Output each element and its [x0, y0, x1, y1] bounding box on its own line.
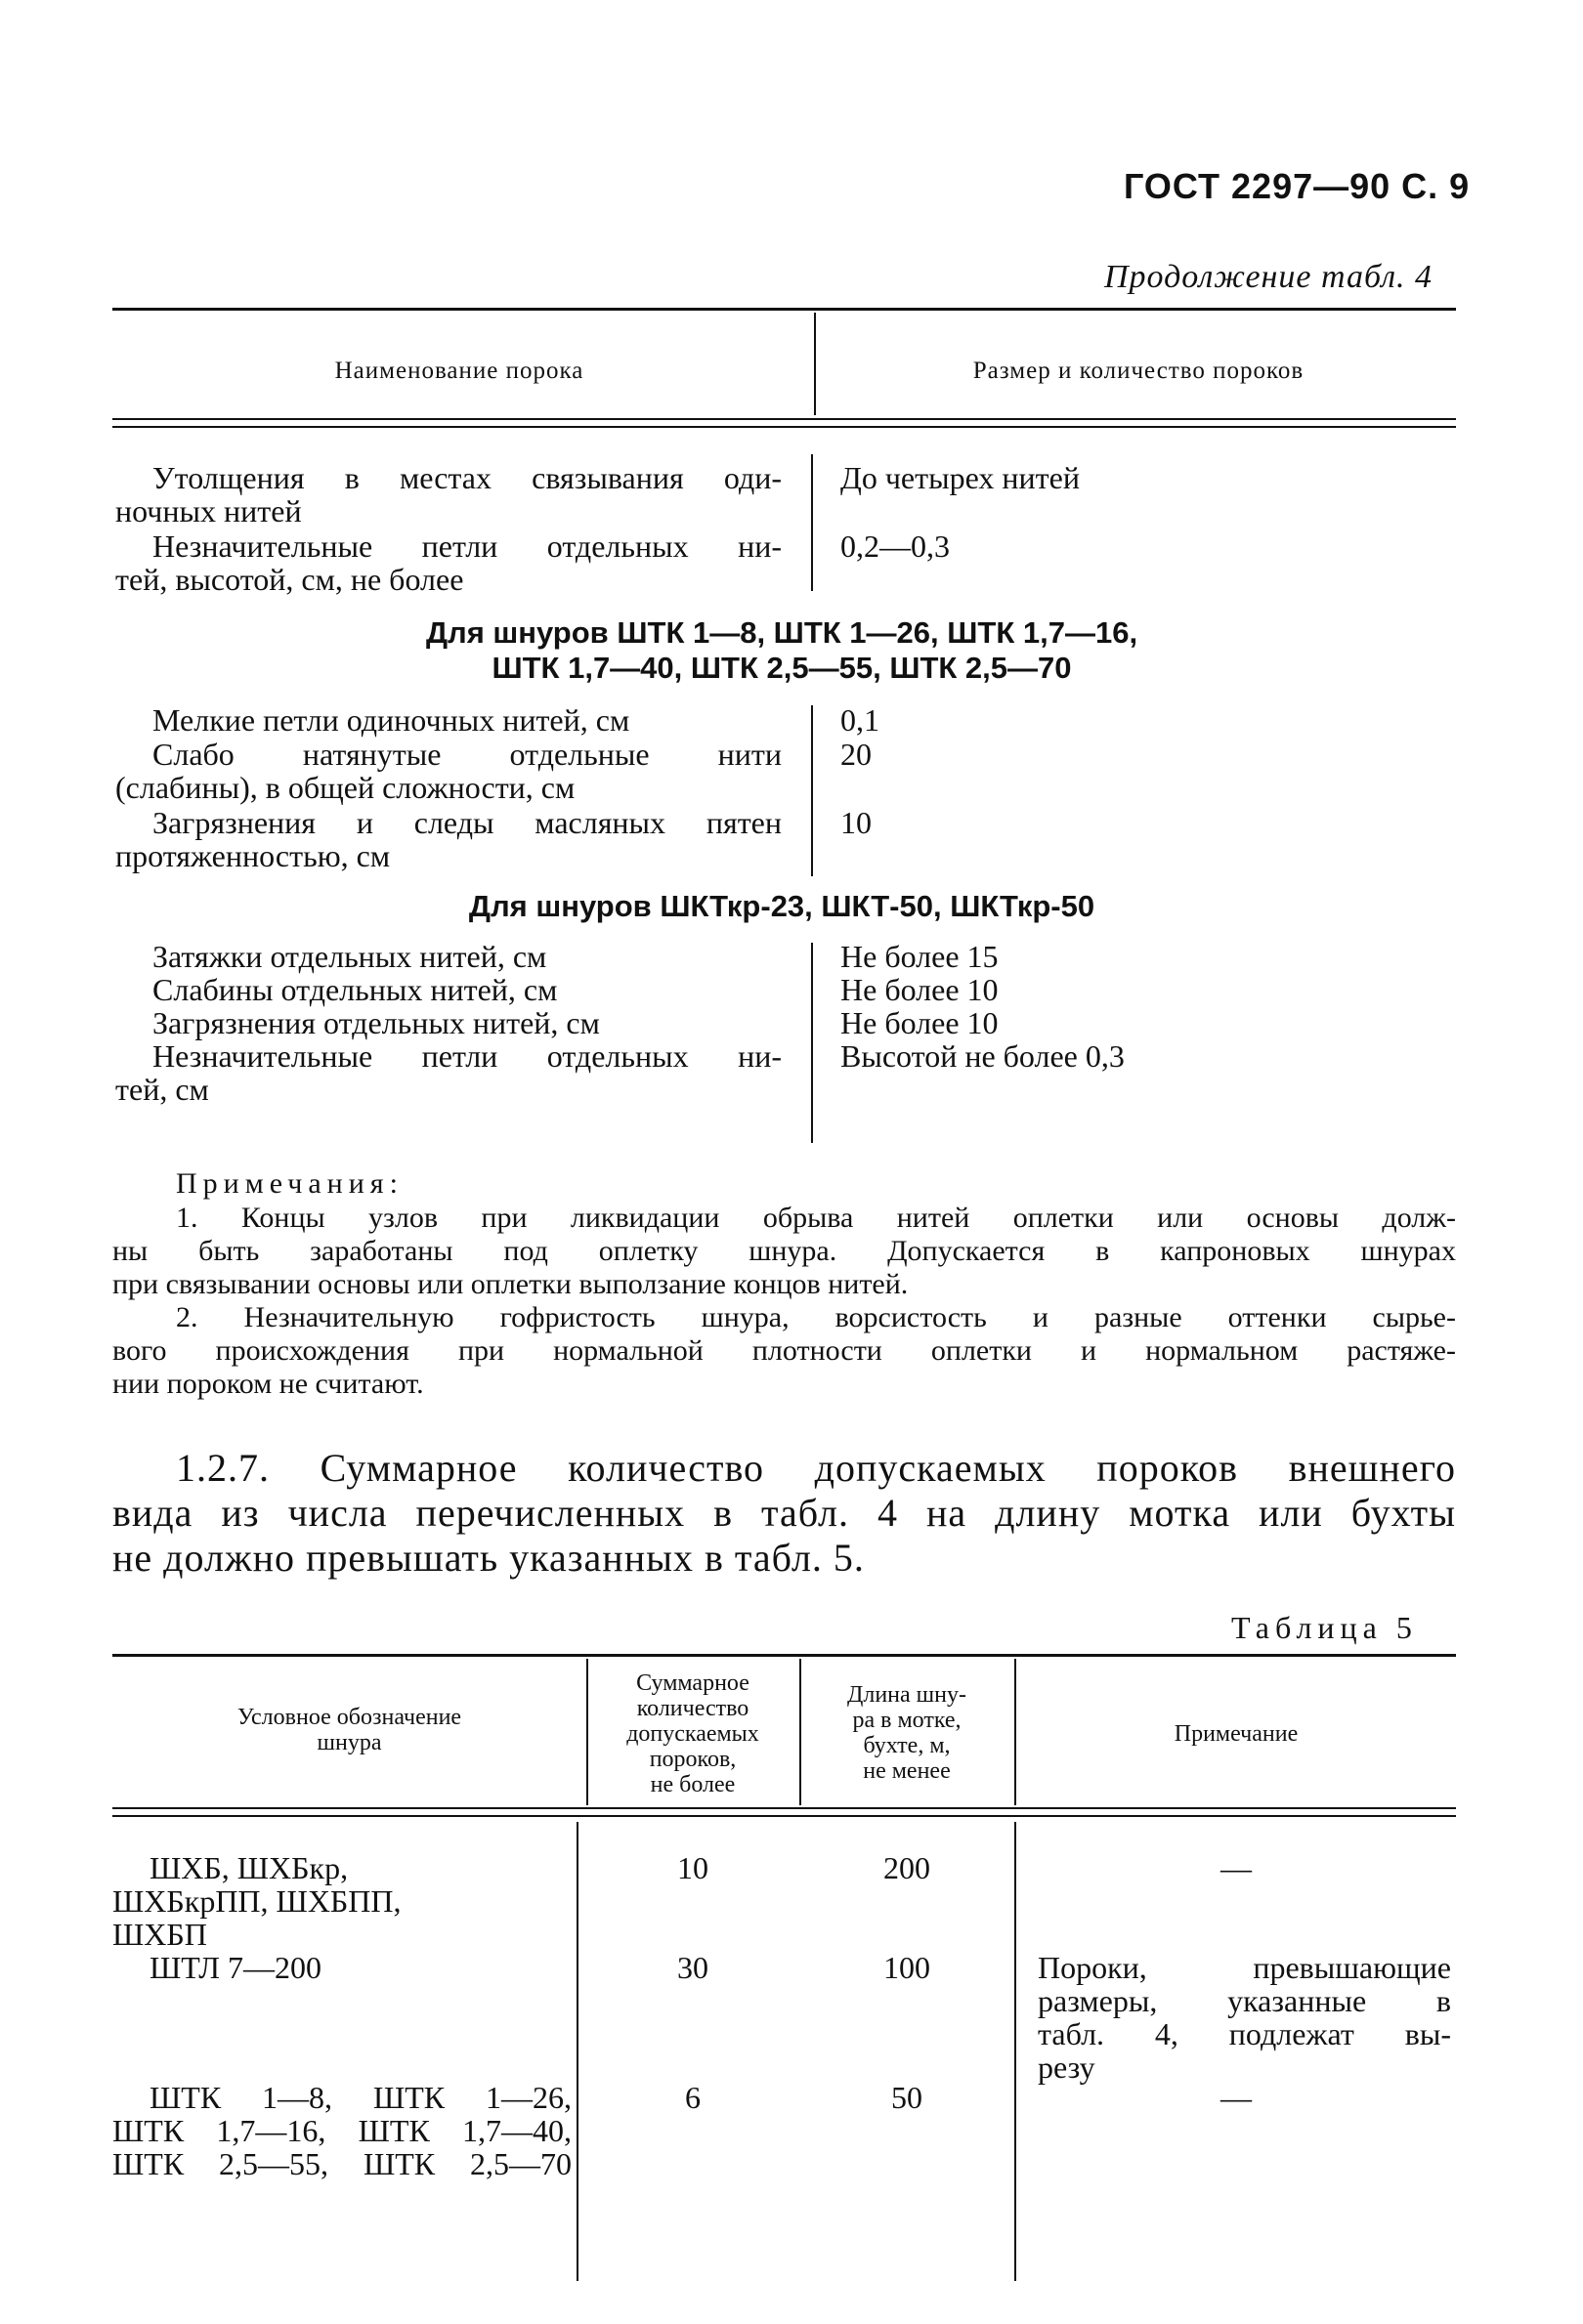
- table5-row-3-name-line-1: ШТК 1—8, ШТК 1—26,: [150, 2080, 572, 2115]
- table5-row-1-note: —: [1220, 1850, 1252, 1885]
- table4-row-1-value: До четырех нитей: [840, 460, 1080, 495]
- table4-divider-top: [811, 454, 813, 591]
- table4-row-3-name-line-1: Мелкие петли одиночных нитей, см: [152, 702, 630, 738]
- table4-row-9-value: Высотой не более 0,3: [840, 1038, 1125, 1074]
- page-header: ГОСТ 2297—90 С. 9: [1124, 166, 1471, 206]
- table5-row-1-count: 10: [677, 1850, 708, 1885]
- table5-col3-header-line-1: Длина шну-: [846, 1682, 966, 1708]
- table4-row-4-value: 20: [840, 737, 872, 772]
- table5-header-divider-2: [799, 1659, 801, 1805]
- table5-row-2-name: [112, 1951, 572, 1984]
- table4-row-1-name-line-2: ночных нитей: [115, 493, 302, 528]
- table4-row-9-name-line-1: Незначительные петли отдельных ни-: [152, 1038, 782, 1074]
- table5-col1-header-line-1: Условное обозначение: [236, 1705, 462, 1730]
- table4-row-2-name: [115, 529, 782, 596]
- table5-row-2-note: [1038, 1951, 1451, 2084]
- table5-row-2-count: 30: [677, 1950, 708, 1985]
- table-continuation-label: Продолжение табл. 4: [1104, 259, 1433, 295]
- table4-row-5-name-line-2: протяженностью, см: [115, 838, 391, 873]
- table4-row-7-name-line-1: Слабины отдельных нитей, см: [152, 972, 558, 1007]
- table4-section-1-heading: [117, 615, 1446, 686]
- table5-col4-header-line-1: Примечание: [1174, 1721, 1299, 1747]
- table5-body-divider-3: [1014, 1822, 1016, 2281]
- table4-row-6-name: [115, 940, 782, 973]
- paragraph-line-3: не должно превышать указанных в табл. 5.: [112, 1536, 865, 1580]
- table5-col2-header-line-4: пороков,: [649, 1747, 737, 1772]
- table5-row-2-note-line-3: табл. 4, подлежат вы-: [1038, 2016, 1451, 2051]
- table4-row-2-name-line-2: тей, высотой, см, не более: [115, 562, 464, 597]
- table5-col3-header-line-3: бухте, м,: [863, 1733, 951, 1758]
- table5-header-divider-1: [586, 1659, 588, 1805]
- table4-row-4-name-line-2: (слабины), в общей сложности, см: [115, 770, 576, 805]
- table4-row-7-name: [115, 973, 782, 1006]
- table5-col3-header: [803, 1682, 1010, 1784]
- table5-col2-header-line-1: Суммарное: [636, 1670, 749, 1696]
- table4-row-8-name-line-1: Загрязнения отдельных нитей, см: [152, 1005, 600, 1040]
- table4-section-2-heading: Для шнуров ШКТкр-23, ШКТ-50, ШКТкр-50: [468, 889, 1095, 923]
- section-1-line-2: ШТК 1,7—40, ШТК 2,5—55, ШТК 2,5—70: [492, 651, 1072, 685]
- table4-row-9-name-line-2: тей, см: [115, 1072, 209, 1107]
- notes-title: Примечания:: [176, 1167, 404, 1200]
- table5-row-2-name-line-1: ШТЛ 7—200: [150, 1950, 321, 1985]
- table5-body-divider-1: [577, 1822, 578, 2281]
- table5-col3-header-line-4: не менее: [863, 1758, 951, 1784]
- table4-header-rule-2: [112, 426, 1456, 428]
- note-2-line-2: вого происхождения при нормальной плотности оплетки и нормальном растяже-: [112, 1334, 1456, 1367]
- table5-row-1-name-line-1: ШХБ, ШХБкр,: [150, 1850, 349, 1885]
- table4-row-9-name: [115, 1039, 782, 1106]
- table5-row-1-name-line-2: ШХБкрПП, ШХБПП,: [112, 1883, 402, 1919]
- table5-col4-header: [1021, 1721, 1451, 1747]
- table5-row-3-length: 50: [891, 2080, 922, 2115]
- table4-row-6-value: Не более 15: [840, 939, 999, 974]
- table4-row-7-value: Не более 10: [840, 972, 999, 1007]
- table4-row-4-name: [115, 738, 782, 804]
- table4-row-2-value: 0,2—0,3: [840, 528, 950, 564]
- table5-row-2-note-line-2: размеры, указанные в: [1038, 1983, 1451, 2018]
- table5-row-3-name-line-2: ШТК 1,7—16, ШТК 1,7—40,: [112, 2113, 572, 2148]
- note-1-line-3: при связывании основы или оплетки выползание концов нитей.: [112, 1268, 909, 1300]
- note-2-line-3: нии пороком не считают.: [112, 1368, 424, 1400]
- table5-row-2-length: 100: [883, 1950, 930, 1985]
- table4-row-8-value: Не более 10: [840, 1005, 999, 1040]
- table5-top-rule: [112, 1654, 1456, 1657]
- note-2-line-1: 2. Незначительную гофристость шнура, ворсистость и разные оттенки сырье-: [176, 1301, 1456, 1333]
- table5-header-rule-2: [112, 1815, 1456, 1817]
- table4-header-rule-1: [112, 418, 1456, 420]
- table5-header-divider-3: [1014, 1659, 1016, 1805]
- table4-col1-header: Наименование порока: [334, 358, 584, 384]
- table5-row-3-note: —: [1220, 2080, 1252, 2115]
- table4-row-5-name: [115, 806, 782, 872]
- note-1-line-1: 1. Концы узлов при ликвидации обрыва нитей оплетки или основы долж-: [176, 1202, 1456, 1234]
- section-1-line-1: Для шнуров ШТК 1—8, ШТК 1—26, ШТК 1,7—16,: [425, 615, 1138, 650]
- table5-col2-header-line-5: не более: [650, 1772, 736, 1797]
- table5-row-3-count: 6: [685, 2080, 701, 2115]
- table5-col1-header-line-2: шнура: [317, 1730, 382, 1755]
- table4-row-3-value: 0,1: [840, 702, 879, 738]
- table5-row-1-name: [112, 1851, 572, 1951]
- paragraph-1-2-7: [112, 1446, 1456, 1581]
- table5-row-3-name-line-3: ШТК 2,5—55, ШТК 2,5—70: [112, 2146, 572, 2181]
- paragraph-line-1: 1.2.7. Суммарное количество допускаемых пороков внешнего: [176, 1446, 1456, 1490]
- table5-col2-header: [591, 1670, 794, 1797]
- table4-row-4-name-line-1: Слабо натянутые отдельные нити: [152, 737, 782, 772]
- table4-row-8-name: [115, 1006, 782, 1039]
- note-1-line-2: ны быть заработаны под оплетку шнура. Допускается в капроновых шнурах: [112, 1235, 1456, 1267]
- table4-col2-header: Размер и количество пороков: [972, 358, 1305, 384]
- notes-body: [112, 1202, 1456, 1401]
- table5-title: Таблица 5: [1231, 1610, 1418, 1645]
- table5-col2-header-line-3: допускаемых: [626, 1721, 759, 1747]
- table4-header-divider: [814, 313, 816, 415]
- table5-row-1-length: 200: [883, 1850, 930, 1885]
- paragraph-line-2: вида из числа перечисленных в табл. 4 на длину мотка или бухты: [112, 1491, 1456, 1535]
- table4-row-2-name-line-1: Незначительные петли отдельных ни-: [152, 528, 782, 564]
- table4-top-rule: [112, 308, 1456, 311]
- table4-row-1-name: [115, 461, 782, 528]
- table5-row-3-name: [112, 2081, 572, 2180]
- table5-row-2-note-line-4: резу: [1038, 2049, 1095, 2085]
- table4-row-5-name-line-1: Загрязнения и следы масляных пятен: [152, 805, 782, 840]
- table5-col3-header-line-2: ра в мотке,: [852, 1708, 962, 1733]
- table5-row-1-name-line-3: ШХБП: [112, 1917, 207, 1952]
- table5-col2-header-line-2: количество: [636, 1696, 749, 1721]
- table5-col1-header: [117, 1705, 581, 1755]
- table4-row-6-name-line-1: Затяжки отдельных нитей, см: [152, 939, 547, 974]
- table4-row-1-name-line-1: Утолщения в местах связывания оди-: [152, 460, 782, 495]
- table4-row-3-name: [115, 703, 782, 737]
- table4-row-5-value: 10: [840, 805, 872, 840]
- table4-divider-bot: [811, 943, 813, 1143]
- table5-header-rule-1: [112, 1807, 1456, 1809]
- table4-divider-mid: [811, 705, 813, 876]
- table5-row-2-note-line-1: Пороки, превышающие: [1038, 1950, 1451, 1985]
